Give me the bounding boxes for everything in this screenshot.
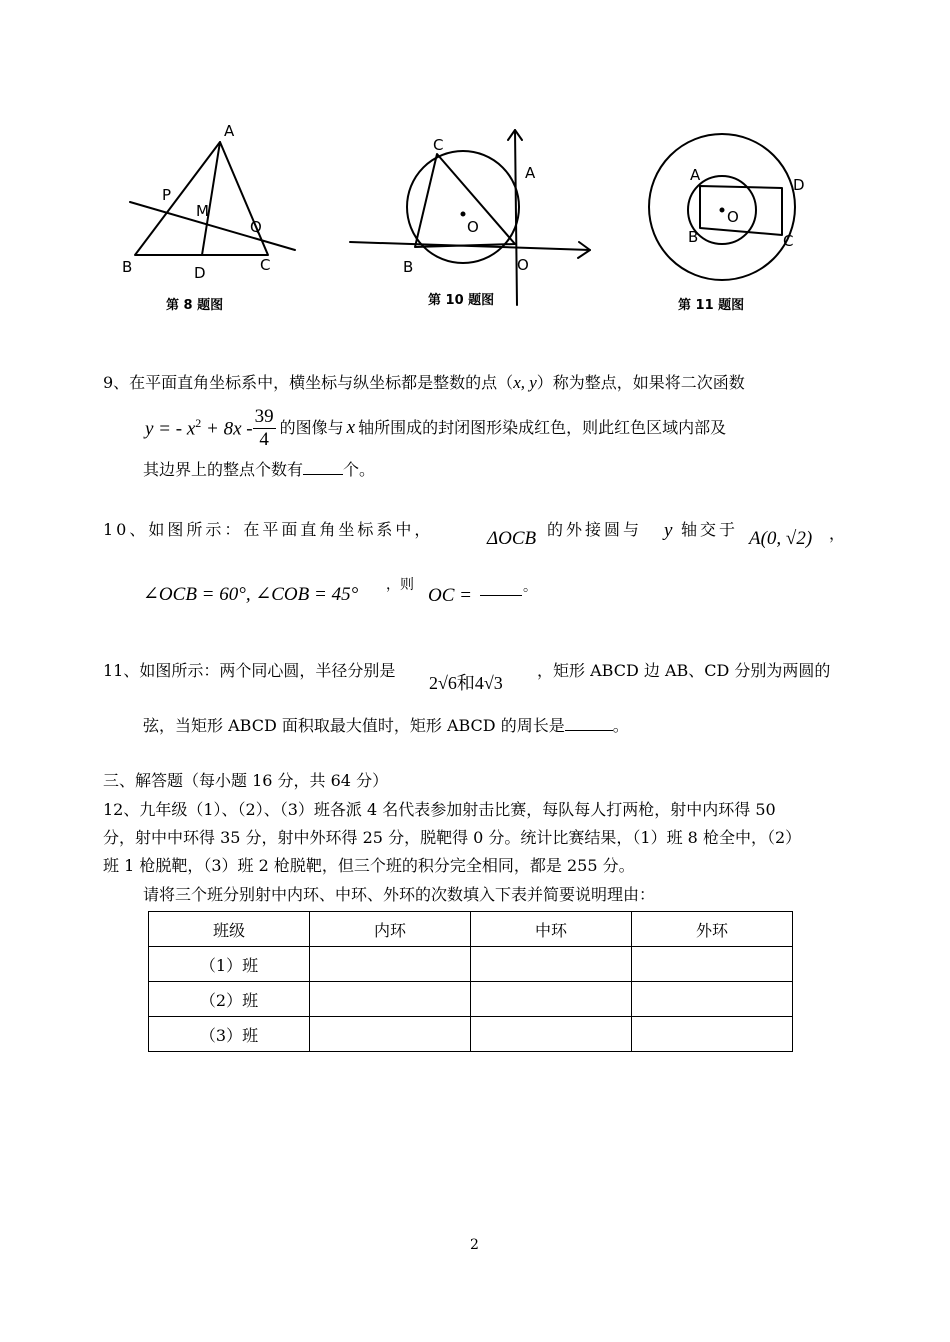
answer-cell[interactable]: [471, 947, 632, 982]
q9-fraction: $\frac{39}{4}$: [254, 405, 274, 450]
answer-cell[interactable]: [310, 1017, 471, 1052]
label-m: M: [196, 202, 209, 220]
q11-line1: 11、如图所示：两个同心圆，半径分别是 2√6和4√3 ，矩形 ABCD 边 AB、CD 分别为两圆的: [103, 661, 831, 693]
q10-answer-blank[interactable]: [480, 575, 522, 596]
y-axis: [515, 130, 517, 305]
label-a: A: [525, 164, 536, 182]
q10-line1: 10、如图所示：在平面直角坐标系中， ΔOCB 的外接圆与 y 轴交于 A(0, √2) ，: [103, 520, 846, 549]
answer-cell[interactable]: [471, 1017, 632, 1052]
label-q: Q: [250, 218, 262, 236]
q11-line2: 弦，当矩形 ABCD 面积取最大值时，矩形 ABCD 的周长是 。: [143, 716, 629, 735]
circle-center-dot: [462, 213, 465, 216]
triangle-ocb: [415, 154, 515, 247]
q9-line3: 其边界上的整点个数有 个。: [143, 460, 376, 479]
q9-formula: y = - $x^2 + 8x$ -: [145, 415, 253, 440]
triangle-abc: [135, 142, 268, 255]
q12-line3: 班 1 枪脱靶，（3）班 2 枪脱靶，但三个班的积分完全相同，都是 255 分。: [103, 856, 635, 875]
figure-8-caption: 第 8 题图: [166, 298, 224, 313]
label-a: A: [224, 122, 235, 140]
section-3-title: 三、解答题（每小题 16 分，共 64 分）: [103, 771, 389, 790]
answer-cell[interactable]: [310, 982, 471, 1017]
q12-line1: 12、九年级（1）、（2）、（3）班各派 4 名代表参加射击比赛，每队每人打两枪，射中内环得 50: [103, 800, 776, 819]
label-b: B: [122, 258, 133, 276]
q11-answer-blank[interactable]: [565, 714, 613, 731]
label-center: O: [727, 208, 739, 226]
line-pq: [130, 202, 295, 250]
rectangle-abcd: [700, 186, 782, 235]
median-ad: [202, 142, 220, 255]
q10-line2: ∠OCB = 60°, ∠COB = 45° ，则 OC = 。: [143, 577, 537, 606]
score-table: [148, 911, 793, 1052]
label-d: D: [194, 264, 206, 282]
q9-line2: y = - $x^2 + 8x$ - $\frac{39}{4}$ 的图像与 x 轴所围成的封闭图形染成红色，则此红色区域内部及: [145, 405, 727, 450]
table-header-cell: 外环: [632, 912, 793, 947]
figure-10: [345, 120, 595, 310]
figure-8: [120, 120, 310, 290]
label-o: O: [517, 256, 529, 274]
q12-line4: 请将三个班分别射中内环、中环、外环的次数填入下表并简要说明理由：: [143, 885, 656, 904]
table-header-cell: 班级: [149, 912, 310, 947]
table-row: [149, 947, 793, 982]
figure-10-caption: 第 10 题图: [428, 293, 495, 308]
center-dot: [721, 209, 724, 212]
table-header-row: [149, 912, 793, 947]
figure-11-caption: 第 11 题图: [678, 298, 745, 313]
label-c: C: [783, 232, 794, 250]
class-label-cell: （2）班: [149, 982, 310, 1017]
outer-circle: [649, 134, 795, 280]
table-row: [149, 1017, 793, 1052]
label-p: P: [162, 186, 172, 204]
figure-11: [640, 130, 820, 290]
label-d: D: [793, 176, 805, 194]
table-header-cell: 内环: [310, 912, 471, 947]
label-a: A: [690, 166, 701, 184]
answer-cell[interactable]: [310, 947, 471, 982]
q9-line1: 9、在平面直角坐标系中，横坐标与纵坐标都是整数的点（x, y）称为整点，如果将二次函数: [103, 373, 745, 392]
answer-cell[interactable]: [632, 947, 793, 982]
page-number: 2: [470, 1237, 479, 1253]
table-row: [149, 982, 793, 1017]
q9-answer-blank[interactable]: [303, 458, 343, 475]
label-b: B: [688, 228, 699, 246]
table-header-cell: 中环: [471, 912, 632, 947]
answer-cell[interactable]: [471, 982, 632, 1017]
label-center: O: [467, 218, 479, 236]
label-c: C: [260, 256, 271, 274]
class-label-cell: （1）班: [149, 947, 310, 982]
answer-cell[interactable]: [632, 1017, 793, 1052]
class-label-cell: （3）班: [149, 1017, 310, 1052]
label-b: B: [403, 258, 414, 276]
q12-line2: 分，射中中环得 35 分，射中外环得 25 分，脱靶得 0 分。统计比赛结果，（1）班 8 枪全中，（2）: [103, 828, 802, 847]
answer-cell[interactable]: [632, 982, 793, 1017]
label-c: C: [433, 136, 444, 154]
